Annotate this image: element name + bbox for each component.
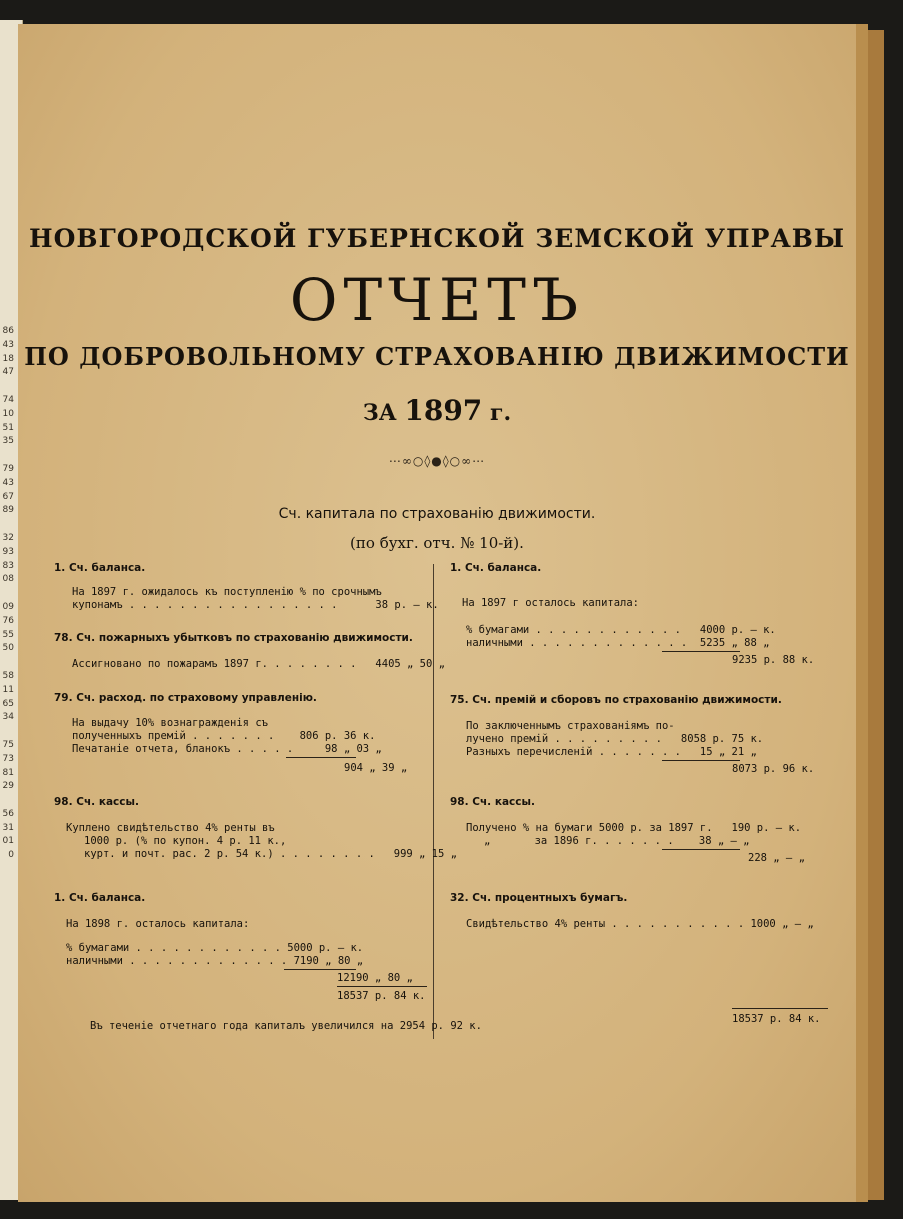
- right-s75-l3: Разныхъ перечисленій . . . . . . . 15 „ 21 „: [466, 746, 757, 758]
- left-footnote: Въ теченіе отчетнаго года капиталъ увеличился на 2954 р. 92 к.: [90, 1020, 482, 1032]
- right-s1-rule: [662, 651, 740, 652]
- left-s98-head: 98. Сч. кассы.: [54, 796, 139, 808]
- header-year-line: [18, 394, 856, 427]
- right-s98-total: 228 „ — „: [748, 852, 805, 864]
- right-grand-total: 18537 р. 84 к.: [732, 1013, 821, 1025]
- right-s75-l1: По заключеннымъ страхованіямъ по-: [466, 720, 675, 732]
- left-s79-l2: полученныхъ премій . . . . . . . 806 р. 36 к.: [72, 730, 376, 742]
- left-sb-head: 1. Сч. баланса.: [54, 892, 146, 904]
- document-page: [18, 24, 868, 1202]
- right-s75-head: 75. Сч. премій и сборовъ по страхованію движимости.: [450, 694, 782, 706]
- left-s79-l1: На выдачу 10% вознагражденія съ: [72, 717, 268, 729]
- right-s75-total: 8073 р. 96 к.: [732, 763, 815, 775]
- right-s1-l3: наличными . . . . . . . . . . . . . 5235 „ 88 „: [466, 637, 770, 649]
- left-total-rule: [337, 986, 427, 987]
- header-line1: НОВГОРОДСКОЙ ГУБЕРНСКОЙ ЗЕМСКОЙ УПРАВЫ: [29, 224, 845, 253]
- left-s79-head: 79. Сч. расход. по страховому управленію.: [54, 692, 317, 704]
- right-s98-head: 98. Сч. кассы.: [450, 796, 535, 808]
- right-s1-total: 9235 р. 88 к.: [732, 654, 815, 666]
- left-sb-rule: [284, 969, 356, 970]
- page-edge: [866, 30, 884, 1200]
- spine-numbers: 86 43 18 47 74 10 51 35 79 43 67 89 32 93 83 08 09 76 55 50 58 11 65 34 75 73 81 29 56 31 01 0: [2, 326, 14, 861]
- column-divider: [433, 564, 434, 1039]
- left-grand-total: 18537 р. 84 к.: [337, 990, 426, 1002]
- left-sb-l3: наличными . . . . . . . . . . . . . 7190 „ 80 „: [66, 955, 364, 967]
- left-s79-total: 904 „ 39 „: [344, 762, 408, 774]
- left-s98-l3: курт. и почт. рас. 2 р. 54 к.) . . . . . . . . 999 „ 15 „: [84, 848, 457, 860]
- right-column: [450, 562, 845, 1042]
- left-s79-l3: Печатаніе отчета, бланокъ . . . . . 98 „ 03 „: [72, 743, 382, 755]
- year-suffix: г.: [489, 400, 512, 426]
- left-sb-l2: % бумагами . . . . . . . . . . . . 5000 р. — к.: [66, 942, 364, 954]
- left-s1-l2: купонамъ . . . . . . . . . . . . . . . . . 38 р. — к.: [72, 599, 439, 611]
- account-title: Сч. капитала по страхованію движимости.: [278, 506, 596, 522]
- header-line3: ПО ДОБРОВОЛЬНОМУ СТРАХОВАНІЮ ДВИЖИМОСТИ: [24, 342, 850, 371]
- right-s1-head: 1. Сч. баланса.: [450, 562, 542, 574]
- account-ref: (по бухг. отч. № 10-й).: [350, 534, 524, 552]
- year-prefix: ЗА: [362, 400, 397, 426]
- right-s98-l2: „ за 1896 г. . . . . . . 38 „ — „: [484, 835, 750, 847]
- document-title: ОТЧЕТЪ: [289, 266, 585, 334]
- right-s1-l2: % бумагами . . . . . . . . . . . . 4000 р. — к.: [466, 624, 776, 636]
- right-s32-head: 32. Сч. процентныхъ бумагъ.: [450, 892, 628, 904]
- year: 1897: [404, 394, 483, 427]
- left-s78-head: 78. Сч. пожарныхъ убытковъ по страхованію движимости.: [54, 632, 413, 644]
- right-total-rule: [732, 1008, 828, 1009]
- ornament: ⋯∞○◊●◊○∞⋯: [388, 454, 486, 468]
- right-s98-rule: [662, 849, 740, 850]
- left-sb-total: 12190 „ 80 „: [337, 972, 413, 984]
- right-s32-l1: Свидѣтельство 4% ренты . . . . . . . . . . . 1000 „ — „: [466, 918, 814, 930]
- left-s1-head: 1. Сч. баланса.: [54, 562, 146, 574]
- right-s98-l1: Получено % на бумаги 5000 р. за 1897 г. 190 р. — к.: [466, 822, 802, 834]
- left-s78-l1: Ассигновано по пожарамъ 1897 г. . . . . . . . 4405 „ 50 „: [72, 658, 445, 670]
- left-s79-rule: [286, 757, 356, 758]
- right-s75-rule: [662, 760, 740, 761]
- left-column: [54, 562, 482, 1062]
- right-s75-l2: лучено премій . . . . . . . . . 8058 р. 75 к.: [466, 733, 764, 745]
- left-s98-l1: Куплено свидѣтельство 4% ренты въ: [66, 822, 275, 834]
- left-s98-l2: 1000 р. (% по купон. 4 р. 11 к.,: [84, 835, 287, 847]
- left-sb-l1: На 1898 г. осталось капитала:: [66, 918, 250, 930]
- right-s1-l1: На 1897 г осталось капитала:: [462, 597, 640, 609]
- left-s1-l1: На 1897 г. ожидалось къ поступленію % по срочнымъ: [72, 586, 382, 598]
